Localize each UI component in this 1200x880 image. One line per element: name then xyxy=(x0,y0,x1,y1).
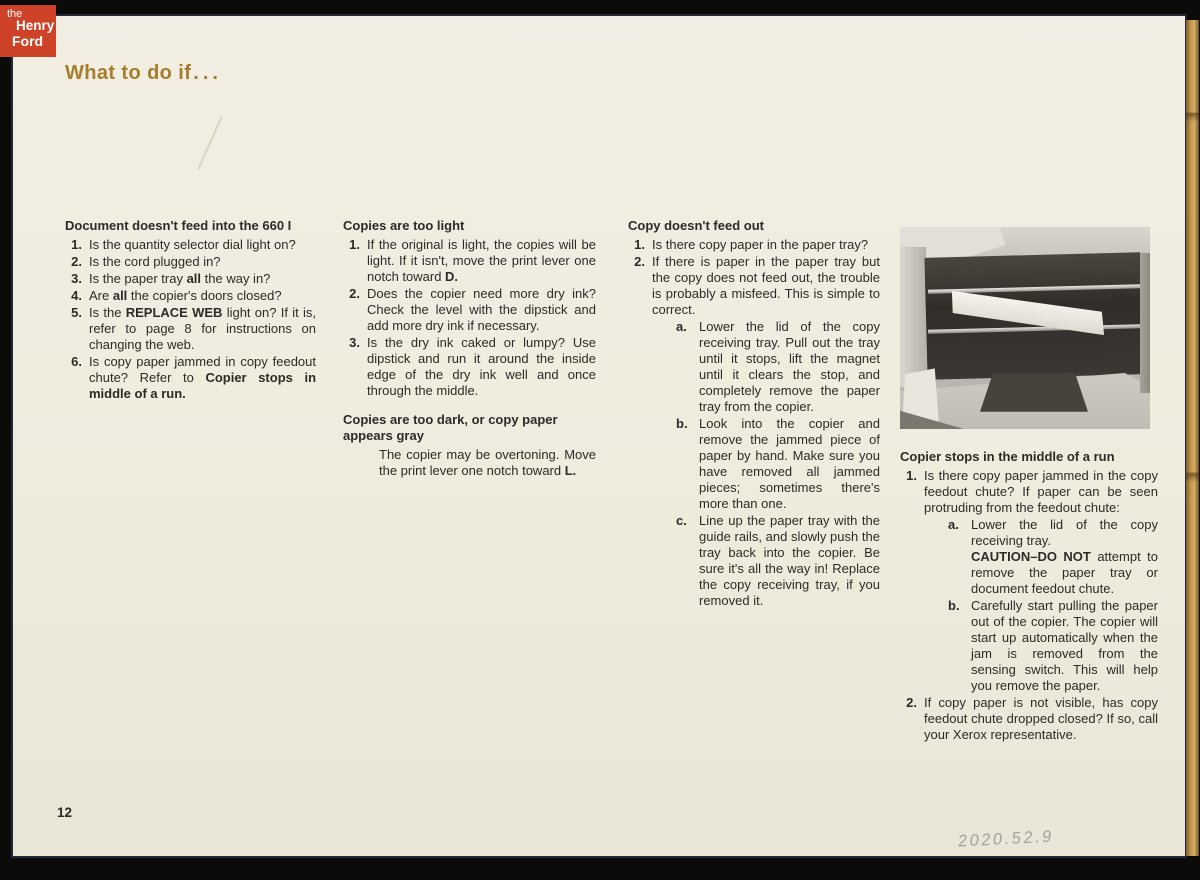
section-heading xyxy=(343,412,596,445)
sub-item xyxy=(948,598,1158,694)
logo-ford: Ford xyxy=(12,33,44,49)
sub-item xyxy=(676,319,880,415)
column-copy-doesnt-feed-out xyxy=(628,218,880,622)
text-run: Copier stops in the middle of a run xyxy=(900,449,1115,464)
item-number: 2. xyxy=(906,694,917,710)
sub-item-text xyxy=(971,598,1158,694)
text-run: Copier stops in middle of a run. xyxy=(89,369,317,401)
text-run: Look into the copier and remove the jammed piece of paper by hand. Make sure you have removed all jammed pieces; sometimes there's more than one. xyxy=(699,415,880,511)
section xyxy=(900,449,1158,743)
list-item xyxy=(628,237,880,253)
item-number: 2. xyxy=(349,285,360,301)
sub-item-letter: b. xyxy=(948,597,960,613)
list-item xyxy=(65,237,316,253)
list-item xyxy=(343,335,596,399)
text-run: Does the copier need more dry ink? Check the level with the dipstick and add more dry ink if necessary. xyxy=(367,285,596,333)
text-run: If copy paper is not visible, has copy feedout chute dropped closed? If so, call your Xerox representative. xyxy=(924,694,1158,742)
item-text xyxy=(652,254,880,318)
page-number: 12 xyxy=(57,805,73,820)
list-item xyxy=(628,254,880,609)
sub-item xyxy=(676,513,880,609)
section-heading xyxy=(900,449,1158,466)
photo-tray-pedestal xyxy=(980,373,1088,417)
adjacent-page-edge xyxy=(1186,20,1199,856)
item-number: 5. xyxy=(71,304,82,320)
item-text xyxy=(367,237,596,285)
item-number: 1. xyxy=(71,236,82,252)
item-number: 6. xyxy=(71,353,82,369)
item-text xyxy=(89,271,316,287)
item-number: 1. xyxy=(349,236,360,252)
section xyxy=(343,412,596,479)
list-item xyxy=(343,237,596,285)
list-item xyxy=(343,286,596,334)
item-text xyxy=(89,237,316,253)
item-text xyxy=(89,305,316,353)
section xyxy=(343,218,596,399)
item-number: 1. xyxy=(634,236,645,252)
item-number: 2. xyxy=(634,253,645,269)
paragraph xyxy=(343,447,596,479)
sub-item xyxy=(676,416,880,512)
item-text xyxy=(89,288,316,304)
text-run: Line up the paper tray with the guide rails, and slowly push the tray back into the copier. Be sure it's all the way in! Replace the copy receiving tray, if you removed it. xyxy=(699,512,880,608)
text-run: REPLACE WEB xyxy=(125,304,223,320)
section-heading xyxy=(65,218,316,235)
item-text xyxy=(367,335,596,399)
text-run: Is the paper tray xyxy=(89,270,187,286)
section xyxy=(65,218,316,402)
text-run: light on? If it is, refer to page 8 for instructions on changing the web. xyxy=(89,304,317,352)
sub-item-text xyxy=(971,517,1158,597)
text-run: If the original is light, the copies will be light. If it isn't, move the print lever one notch toward xyxy=(367,236,596,284)
text-run: Is copy paper jammed in copy feedout chute? Refer to xyxy=(89,353,316,385)
text-run: attempt to remove the paper tray or document feedout chute. xyxy=(971,548,1158,596)
column-copier-stops xyxy=(900,227,1158,756)
item-text xyxy=(924,468,1158,516)
henry-ford-logo xyxy=(0,5,56,57)
text-run: Carefully start pulling the paper out of the copier. The copier will start up automatically when the jam is removed from the sensing switch. This will help you remove the paper. xyxy=(971,597,1158,693)
list-item xyxy=(65,288,316,304)
list-item xyxy=(65,305,316,353)
list-item xyxy=(65,254,316,270)
item-number: 2. xyxy=(71,253,82,269)
text-run: Copy doesn't feed out xyxy=(628,218,764,233)
text-run: Lower the lid of the copy receiving tray. xyxy=(971,516,1158,548)
text-run: Lower the lid of the copy receiving tray. Pull out the tray until it stops, lift the magnet until it clears the stop, and completely remove the paper tray from the copier. xyxy=(699,318,880,414)
sub-item-letter: a. xyxy=(948,516,959,532)
text-run: Are xyxy=(89,287,113,303)
item-text xyxy=(924,695,1158,743)
photo-right-edge xyxy=(1140,253,1150,393)
item-text xyxy=(89,254,316,270)
text-run: If there is paper in the paper tray but the copy does not feed out, the trouble is probably a misfeed. This is simple to correct. xyxy=(652,253,880,317)
text-run: D. xyxy=(445,268,459,284)
photo-left-panel xyxy=(900,247,926,387)
text-run: Copies are too dark, or copy paper appears gray xyxy=(343,411,558,443)
section xyxy=(628,218,880,609)
sub-item-letter: b. xyxy=(676,415,688,431)
text-run: all xyxy=(112,287,128,303)
text-run: Is the cord plugged in? xyxy=(89,253,221,269)
sub-item xyxy=(948,517,1158,597)
text-run: Document doesn't feed into the 660 I xyxy=(65,218,292,233)
list-item xyxy=(65,354,316,402)
sub-item-letter: a. xyxy=(676,318,687,334)
logo-the: the xyxy=(7,8,23,20)
text-run: Is the quantity selector dial light on? xyxy=(89,236,296,252)
text-run: the copier's doors closed? xyxy=(127,287,282,303)
text-run: L. xyxy=(564,462,577,478)
list-item xyxy=(900,468,1158,694)
text-run: Is there copy paper jammed in the copy feedout chute? If paper can be seen protruding from the feedout chute: xyxy=(924,467,1158,515)
section-heading xyxy=(628,218,880,235)
text-run: The copier may be overtoning. Move the print lever one notch toward xyxy=(379,446,596,478)
page-title-text: What to do if xyxy=(65,62,192,84)
text-run: the way in? xyxy=(201,270,271,286)
list-item xyxy=(900,695,1158,743)
accession-number: 2020.52.9 xyxy=(957,827,1055,851)
item-number: 3. xyxy=(349,334,360,350)
column-document-doesnt-feed xyxy=(65,218,316,415)
sub-item-text xyxy=(699,319,880,415)
text-run: Is the dry ink caked or lumpy? Use dipstick and run it around the inside edge of the dry ink well and once through the middle. xyxy=(367,334,596,398)
sub-item-letter: c. xyxy=(676,512,687,528)
sub-item-text xyxy=(699,513,880,609)
page-title xyxy=(65,62,222,85)
section-heading xyxy=(343,218,596,235)
item-text xyxy=(367,286,596,334)
text-run: Is there copy paper in the paper tray? xyxy=(652,236,869,252)
list-item xyxy=(65,271,316,287)
paper-crease xyxy=(197,116,222,170)
sub-item-text xyxy=(699,416,880,512)
text-run: CAUTION–DO NOT xyxy=(971,548,1091,564)
copier-feedout-chute-photo xyxy=(900,227,1150,429)
text-run: all xyxy=(186,270,202,286)
item-text xyxy=(652,237,880,253)
column-copies-too-light xyxy=(343,218,596,492)
logo-henry: Henry xyxy=(16,18,55,33)
page-title-ellipsis: ... xyxy=(193,62,222,84)
text-run: Copies are too light xyxy=(343,218,465,233)
text-run: Is the xyxy=(89,304,126,320)
item-number: 4. xyxy=(71,287,82,303)
item-text xyxy=(89,354,316,402)
item-number: 3. xyxy=(71,270,82,286)
item-number: 1. xyxy=(906,467,917,483)
